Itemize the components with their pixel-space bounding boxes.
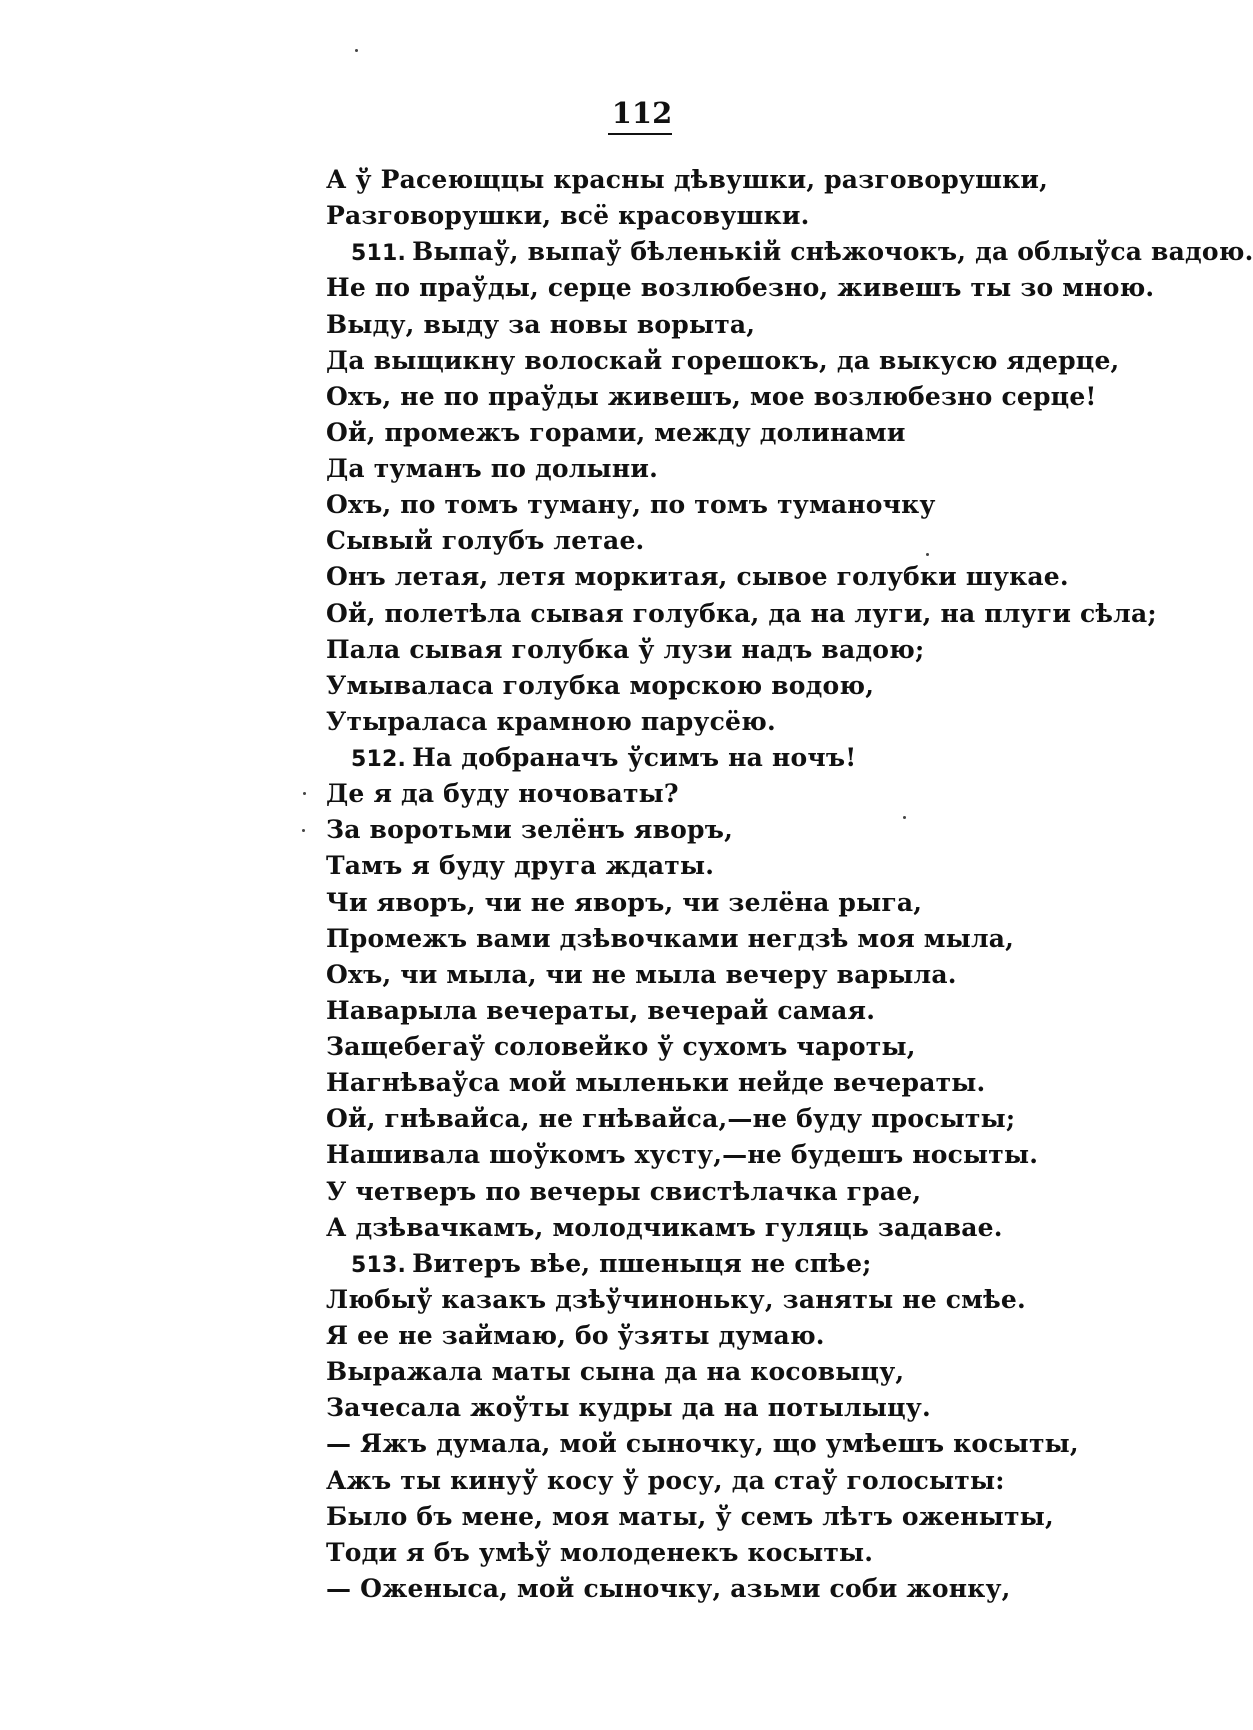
verse-line-numbered [0, 1246, 1140, 1282]
verse-line-numbered [0, 740, 1140, 776]
verse-line-text: Умываласа голубка морскою водою, [326, 670, 875, 700]
verse-line-text: Нагнѣваўса мой мыленьки нейде вечераты. [326, 1068, 986, 1098]
verse-line-text: Охъ, не по праўды живешъ, мое возлюбезно серце! [326, 381, 1097, 411]
song-number: 512. [351, 747, 407, 772]
verse-line-text: Нашивала шоўкомъ хусту,—не будешъ носыты. [326, 1140, 1039, 1170]
verse-line [0, 1354, 1140, 1390]
verse-line-text: Промежъ вами дзѣвочками негдзѣ моя мыла, [326, 923, 1015, 953]
verse-line-text: Наварыла вечераты, вечерай самая. [326, 995, 876, 1025]
verse-line [0, 1282, 1140, 1318]
verse-line [0, 776, 1140, 812]
verse-line-text: Охъ, по томъ туману, по томъ туманочку [326, 490, 936, 520]
verse-text [0, 162, 1253, 1607]
verse-line [0, 451, 1140, 487]
verse-line-text: На добраначъ ўсимъ на ночъ! [412, 743, 857, 772]
verse-line-text: Онъ летая, летя моркитая, сывое голубки шукае. [326, 562, 1069, 592]
verse-line [0, 415, 1140, 451]
verse-line [0, 1137, 1140, 1173]
print-speck [303, 792, 306, 795]
verse-line-text: Да выщикну волоскай горешокъ, да выкусю ядерце, [326, 345, 1120, 375]
verse-line-text: Пала сывая голубка ў лузи надъ вадою; [326, 634, 925, 664]
print-speck [355, 49, 358, 52]
verse-line [0, 1463, 1140, 1499]
song-number: 513. [351, 1252, 407, 1278]
verse-line-text: Сывый голубъ летае. [326, 526, 645, 556]
verse-line-text: Выду, выду за новы ворыта, [326, 309, 756, 339]
print-speck [903, 816, 906, 819]
print-speck [926, 553, 929, 556]
verse-line [0, 993, 1140, 1029]
song-number: 511. [351, 241, 407, 267]
page-number-underline [608, 133, 672, 135]
verse-line-text: Чи яворъ, чи не яворъ, чи зелёна рыга, [326, 887, 923, 917]
verse-line [0, 1065, 1140, 1101]
verse-line-text: Выражала маты сына да на косовыцу, [326, 1357, 905, 1387]
verse-line [0, 885, 1140, 921]
verse-line [0, 270, 1155, 306]
verse-line [0, 1101, 1140, 1137]
verse-line-text: За воротьми зелёнъ яворъ, [326, 815, 734, 845]
verse-line [0, 198, 1140, 234]
verse-line [0, 1535, 1140, 1571]
verse-line-text: Ой, промежъ горами, между долинами [326, 417, 906, 447]
verse-line [0, 162, 1140, 198]
verse-line-text: — Яжъ думала, мой сыночку, що умѣешъ косыты, [326, 1429, 1079, 1459]
verse-line [0, 1390, 1140, 1426]
verse-line-text: Зачесала жоўты кудры да на потылыцу. [326, 1393, 931, 1423]
verse-line [0, 596, 1157, 632]
verse-line-text: Было бъ мене, моя маты, ў семъ лѣтъ оженыты, [326, 1501, 1054, 1531]
verse-line-text: У четверъ по вечеры свистѣлачка грае, [326, 1176, 922, 1206]
verse-line-text: Я ее не займаю, бо ўзяты думаю. [326, 1321, 825, 1350]
verse-line-text: Выпаў, выпаў бѣленькій снѣжочокъ, да облыўса вадою. [412, 237, 1253, 267]
verse-line [0, 487, 1140, 523]
verse-line-text: — Оженыса, мой сыночку, азьми соби жонку, [326, 1573, 1011, 1603]
verse-line [0, 632, 1140, 668]
verse-line-text: Ой, гнѣвайса, не гнѣвайса,—не буду просыты; [326, 1104, 1016, 1134]
page-number: 112 [611, 96, 673, 130]
verse-line [0, 957, 1140, 993]
verse-line-text: Утыраласа крамною парусёю. [326, 706, 776, 736]
verse-line [0, 1318, 1140, 1354]
verse-line-text: Охъ, чи мыла, чи не мыла вечеру варыла. [326, 959, 957, 989]
verse-line [0, 1029, 1140, 1065]
verse-line-text: А ў Расеющцы красны дѣвушки, разговорушки, [326, 165, 1049, 194]
verse-line [0, 1426, 1140, 1462]
verse-line-text: Да туманъ по долыни. [326, 454, 658, 483]
verse-line-text: Ой, полетѣла сывая голубка, да на луги, на плуги сѣла; [326, 598, 1157, 628]
verse-line-text: Разговорушки, всё красовушки. [326, 201, 810, 231]
verse-line [0, 921, 1140, 957]
verse-line [0, 307, 1140, 343]
verse-line-text: Тоди я бъ умѣў молоденекъ косыты. [326, 1537, 874, 1567]
verse-line [0, 848, 1140, 884]
verse-line-text: Защебегаў соловейко ў сухомъ чароты, [326, 1032, 916, 1061]
verse-line-text: Ажъ ты кинуў косу ў росу, да стаў голосыты: [326, 1465, 1005, 1495]
verse-line-numbered [0, 234, 1253, 270]
verse-line [0, 1174, 1140, 1210]
verse-line [0, 343, 1140, 379]
verse-line [0, 812, 1140, 848]
verse-line-text: А дзѣвачкамъ, молодчикамъ гуляць задавае. [326, 1212, 1003, 1242]
verse-line [0, 523, 1140, 559]
verse-line-text: Де я да буду ночоваты? [326, 779, 679, 809]
verse-line-text: Не по праўды, серце возлюбезно, живешъ ты зо мною. [326, 273, 1155, 303]
verse-line [0, 1210, 1140, 1246]
verse-line-text: Витеръ вѣе, пшеныця не спѣе; [412, 1248, 872, 1278]
verse-line-text: Любыў казакъ дзѣўчиноньку, заняты не смѣе. [326, 1284, 1026, 1314]
verse-line [0, 1571, 1140, 1607]
verse-line [0, 704, 1140, 740]
verse-line [0, 1499, 1140, 1535]
verse-line-text: Тамъ я буду друга ждаты. [326, 851, 715, 881]
print-speck [302, 829, 305, 832]
verse-line [0, 559, 1140, 595]
verse-line [0, 379, 1140, 415]
verse-line [0, 668, 1140, 704]
